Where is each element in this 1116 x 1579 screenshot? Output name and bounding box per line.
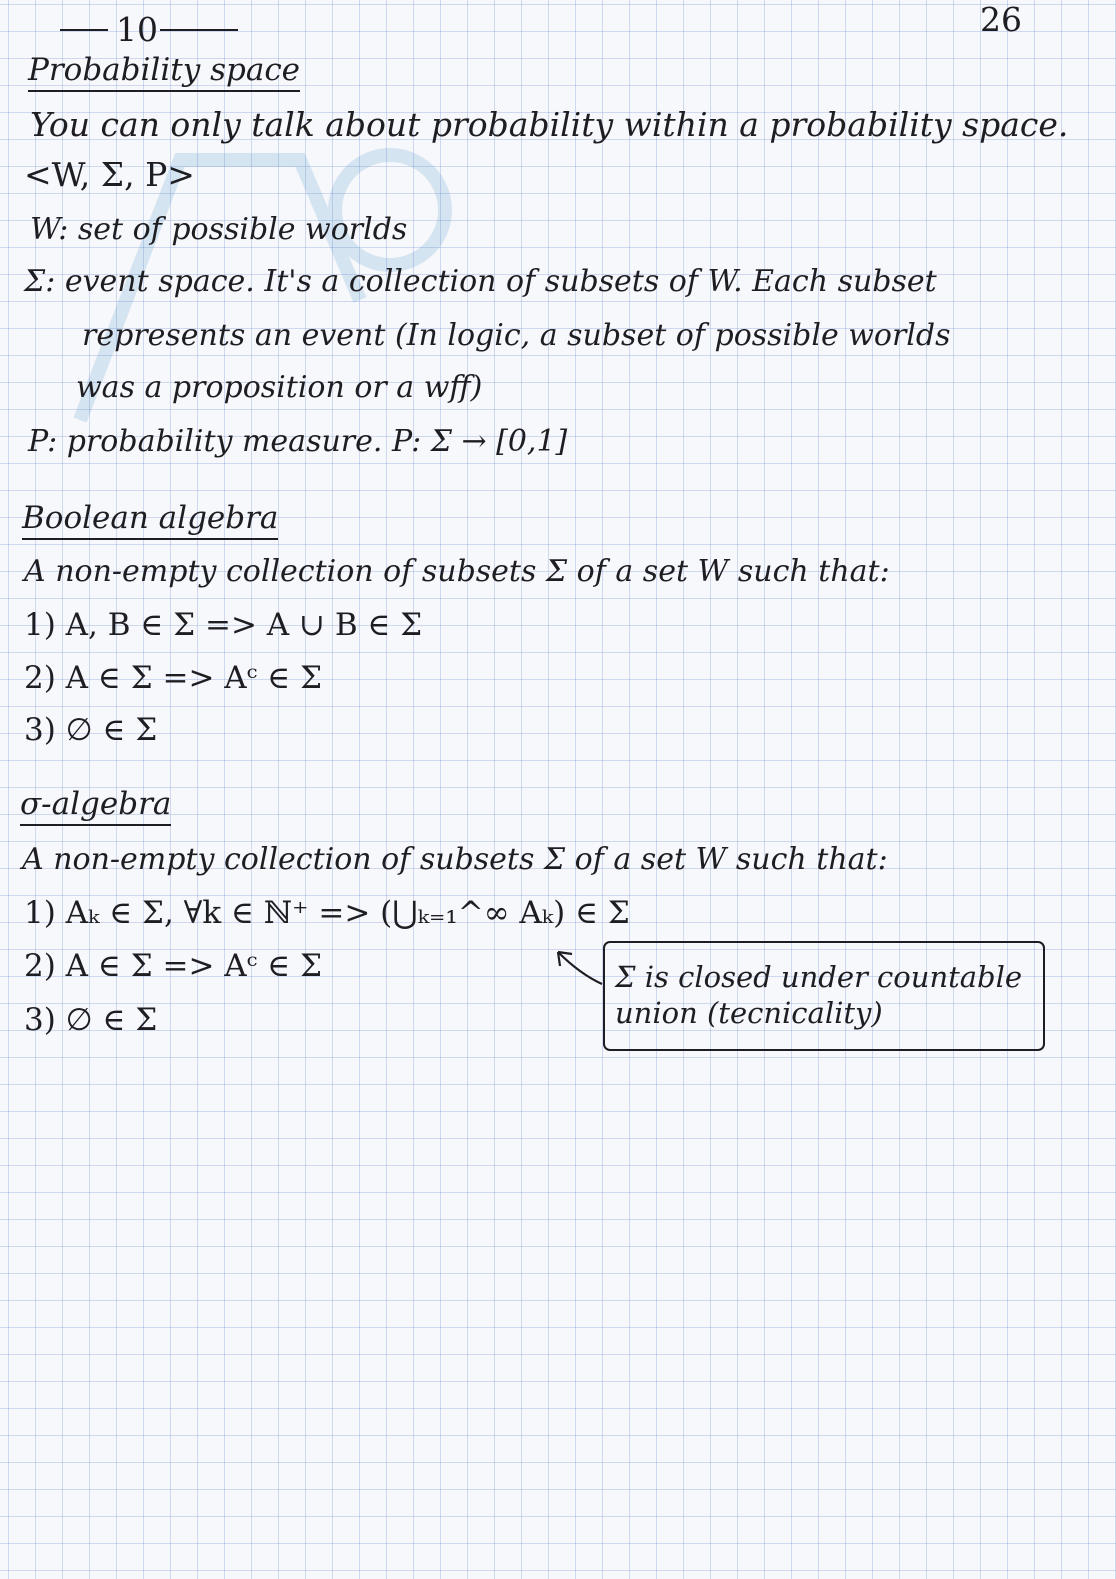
text-line: represents an event (In logic, a subset of possible worlds — [82, 318, 951, 353]
header-rule-right — [160, 29, 238, 31]
list-item: 3) ∅ ∈ Σ — [24, 712, 158, 748]
header-rule-left — [60, 29, 108, 31]
text-line: <W, Σ, P> — [24, 155, 195, 194]
text-line: W: set of possible worlds — [30, 212, 408, 247]
list-item: 2) A ∈ Σ => Aᶜ ∈ Σ — [24, 660, 322, 696]
list-item: 2) A ∈ Σ => Aᶜ ∈ Σ — [24, 948, 322, 984]
text-line: P: probability measure. P: Σ → [0,1] — [28, 424, 568, 459]
text-line: A non-empty collection of subsets Σ of a set W such that: — [24, 554, 890, 589]
text-line: A non-empty collection of subsets Σ of a set W such that: — [22, 842, 888, 877]
text-line: You can only talk about probability within a probability space. — [30, 105, 1069, 144]
note-box — [603, 941, 1045, 1051]
section-heading-boolean-algebra: Boolean algebra — [22, 500, 278, 540]
section-heading-sigma-algebra: σ-algebra — [20, 786, 171, 826]
text-line: Σ: event space. It's a collection of subsets of W. Each subset — [24, 264, 937, 299]
section-heading-probability-space: Probability space — [28, 52, 300, 92]
note-line: Σ is closed under countable — [615, 960, 1023, 994]
page-number: 26 — [980, 0, 1022, 39]
list-item: 1) A, B ∈ Σ => A ∪ B ∈ Σ — [24, 607, 423, 643]
text-line: was a proposition or a wff) — [76, 370, 483, 405]
lecture-number: 10 — [116, 10, 158, 49]
list-item: 1) Aₖ ∈ Σ, ∀k ∈ ℕ⁺ => (⋃ₖ₌₁^∞ Aₖ) ∈ Σ — [24, 895, 630, 931]
note-line: union (tecnicality) — [615, 996, 883, 1030]
list-item: 3) ∅ ∈ Σ — [24, 1002, 158, 1038]
annotation-arrow-icon — [550, 944, 610, 994]
